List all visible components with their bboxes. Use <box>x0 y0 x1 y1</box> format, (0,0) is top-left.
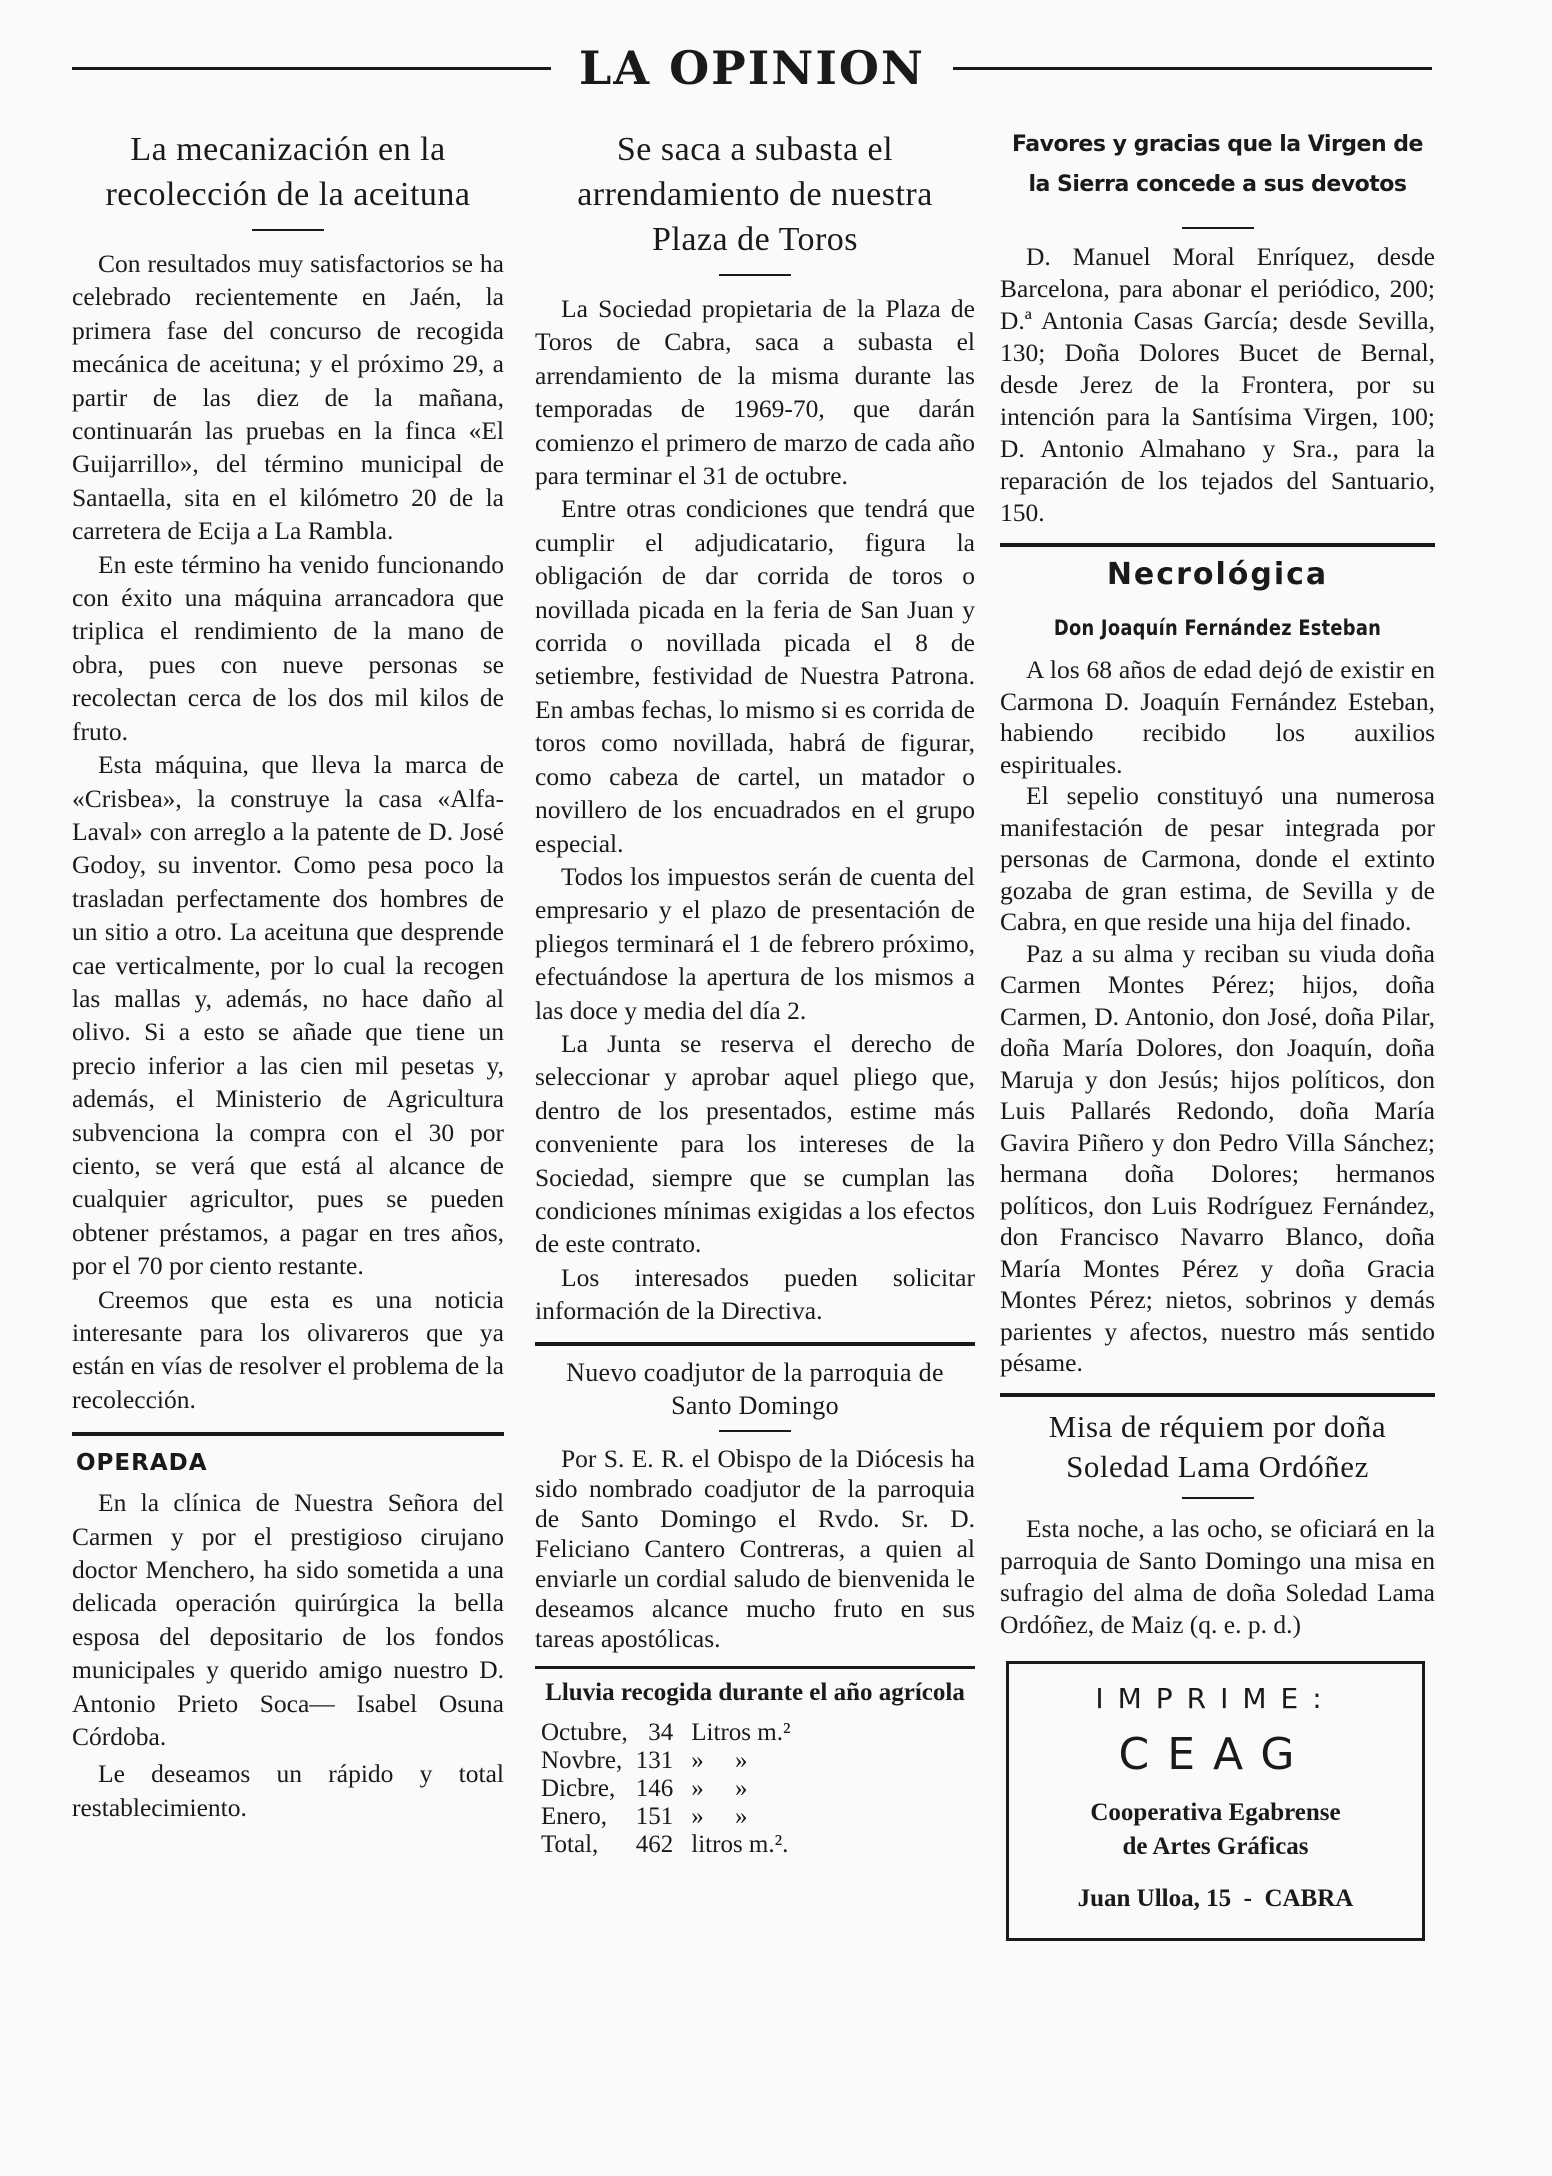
section-rule <box>1000 543 1435 547</box>
rain-month: Novbre, <box>541 1746 623 1774</box>
necrologica-body <box>1000 654 1435 1379</box>
rain-month: Enero, <box>541 1802 607 1830</box>
printer-advertisement <box>1006 1661 1425 1941</box>
table-row <box>541 1775 798 1803</box>
masthead-rule-right <box>953 67 1432 70</box>
ad-line: Cooperativa Egabrense <box>1090 1798 1341 1826</box>
table-row <box>541 1831 798 1859</box>
rain-value: 131 <box>635 1746 674 1774</box>
masthead-rule-left <box>72 67 551 70</box>
divider <box>1182 1497 1254 1499</box>
paragraph: D. Manuel Moral Enríquez, desde Barcelona, para abonar el periódico, 200; D.ª Antonia Casas García; desde Sevilla, 130; Doña Dolores Bucet de Bernal, desde Jerez de la Frontera, por su intención para la Santísima Virgen, 100; D. Antonio Almahano y Sra., para la reparación de los tejados del Santuario, 150. <box>1000 242 1435 527</box>
paragraph: Paz a su alma y reciban su viuda doña Carmen Montes Pérez; hijos, doña Carmen, D. Antonio, don José, doña Pilar, doña María Dolores, don Joaquín, doña Maruja y don Jesús; hijos políticos, don Luis Pallarés Redondo, doña María Gavira Piñero y don Pedro Villa Sánchez; hermana doña Dolores; hermanos políticos, don Luis Rodríguez Fernández, don Francisco Navarro Blanco, doña María Montes Pérez y doña Gracia Montes Pérez; nietos, sobrinos y demás parientes y afectos, nuestro más sentido pésame. <box>1000 938 1435 1377</box>
paragraph: Por S. E. R. el Obispo de la Diócesis ha sido nombrado coadjutor de la parroquia de Santo Domingo el Rvdo. Sr. D. Feliciano Cantero Contreras, a quien al enviarle un cordial saludo de bienvenida le deseamos alcance mucho fruto en sus tareas apostólicas. <box>535 1443 975 1653</box>
rain-month: Total, <box>541 1830 599 1858</box>
necrologica-title: Necrológica <box>1106 557 1329 592</box>
rainfall-table <box>541 1719 798 1859</box>
paragraph: A los 68 años de edad dejó de existir en Carmona D. Joaquín Fernández Esteban, habiendo recibido los auxilios espirituales. <box>1000 655 1435 779</box>
misa-article-title: Misa de réquiem por doña Soledad Lama Ordóñez <box>1048 1408 1387 1484</box>
misa-article-body <box>1000 1513 1435 1641</box>
paragraph: Creemos que esta es una noticia interesante para los olivareros que ya están en vías de resolver el problema de la recolección. <box>72 1284 504 1414</box>
paragraph: En la clínica de Nuestra Señora del Carmen y por el prestigioso cirujano doctor Menchero, ha sido sometida a una delicada operación quirúrgica la bella esposa del depositario de los fondos municipales y querido amigo nuestro D. Antonio Prieto Soca— Isabel Osuna Córdoba. <box>72 1488 504 1752</box>
coadjutor-article-body <box>535 1444 975 1654</box>
favores-article-body <box>1000 241 1435 529</box>
rain-value: 462 <box>635 1830 674 1858</box>
rain-value: 146 <box>635 1774 674 1802</box>
ad-address: Juan Ulloa, 15 - CABRA <box>1077 1884 1354 1912</box>
column-1 <box>72 125 504 1824</box>
bullring-article-title: Se saca a subasta el arrendamiento de nuestra Plaza de Toros <box>577 131 933 258</box>
column-3 <box>1000 125 1435 1941</box>
ad-brand: CEAG <box>1118 1728 1313 1780</box>
favores-title-wrap <box>1000 125 1435 221</box>
rain-unit: litros m.². <box>691 1830 789 1858</box>
bullring-article-body <box>535 292 975 1328</box>
paragraph: En este término ha venido funcionando con éxito una máquina arrancadora que triplica el rendimiento de la mano de obra, pues con nueve personas se recolectan cerca de los dos mil kilos de fruto. <box>72 549 504 746</box>
rain-month: Dicbre, <box>541 1774 616 1802</box>
rain-unit: » » <box>691 1746 748 1774</box>
rain-unit: » » <box>691 1774 748 1802</box>
column-2 <box>535 125 975 1859</box>
coadjutor-article-title: Nuevo coadjutor de la parroquia de Santo Domingo <box>566 1357 944 1420</box>
newspaper-title: LA OPINION <box>579 41 925 95</box>
paragraph: La Sociedad propietaria de la Plaza de Toros de Cabra, saca a subasta el arrendamiento de la misma durante las temporadas de 1969-70, que darán comienzo el primero de marzo de cada año para terminar el 31 de octubre. <box>535 294 975 491</box>
paragraph: El sepelio constituyó una numerosa manifestación de pesar integrada por personas de Carmona, donde el extinto gozaba de gran estima, de Sevilla y de Cabra, en que reside una hija del finado. <box>1000 781 1435 936</box>
favores-article-title: Favores y gracias que la Virgen de la Sierra concede a sus devotos <box>1012 132 1423 197</box>
olive-article-body <box>72 247 504 1416</box>
section-rule <box>72 1432 504 1436</box>
paragraph: Esta máquina, que lleva la marca de «Crisbea», la construye la casa «Alfa-Laval» con arreglo a la patente de D. José Godoy, su inventor. Como pesa poco la trasladan perfectamente dos hombres de un sitio a otro. La aceituna que desprende cae verticalmente, por lo cual la recogen las mallas y, además, no hace daño al olivo. Si a esto se añade que tiene un precio inferior a las cien mil pesetas y, además, el Ministerio de Agricultura subvenciona la compra con el 30 por ciento, se verá que está al alcance de cualquier agricultor, pues se pueden obtener préstamos, a pagar en tres años, por el 70 por ciento restante. <box>72 750 504 1281</box>
rain-value: 151 <box>635 1802 674 1830</box>
divider <box>252 229 324 231</box>
table-row <box>541 1803 798 1831</box>
section-rule <box>535 1342 975 1346</box>
masthead <box>72 38 1432 98</box>
divider <box>719 1430 791 1432</box>
operada-title: OPERADA <box>76 1450 208 1477</box>
olive-article-title: La mecanización en la recolección de la aceituna <box>105 131 471 213</box>
table-row <box>541 1719 798 1747</box>
rainfall-title: Lluvia recogida durante el año agrícola <box>545 1678 965 1706</box>
operada-article-body <box>72 1486 504 1824</box>
paragraph: Le deseamos un rápido y total restablecimiento. <box>72 1759 504 1822</box>
section-rule <box>535 1666 975 1669</box>
paragraph: Con resultados muy satisfactorios se ha celebrado recientemente en Jaén, la primera fase del concurso de recogida mecánica de aceituna; y el próximo 29, a partir de las diez de la mañana, continuarán las pruebas en la finca «El Guijarrillo», del término municipal de Santaella, sita en el kilómetro 20 de la carretera de Ecija a La Rambla. <box>72 249 504 546</box>
paragraph: La Junta se reserva el derecho de seleccionar y aprobar aquel pliego que, dentro de los presentados, estime más conveniente para los intereses de la Sociedad, siempre que se cumplan las condiciones mínimas exigidas a los efectos de este contrato. <box>535 1028 975 1259</box>
rain-value: 34 <box>648 1718 674 1746</box>
ad-imprime: IMPRIME: <box>1095 1681 1336 1715</box>
rain-unit: Litros m.² <box>691 1718 791 1746</box>
rain-month: Octubre, <box>541 1718 628 1746</box>
table-row <box>541 1747 798 1775</box>
paragraph: Los interesados pueden solicitar información de la Directiva. <box>535 1262 975 1326</box>
divider <box>719 274 791 276</box>
paragraph: Esta noche, a las ocho, se oficiará en la parroquia de Santo Domingo una misa en sufragio del alma de doña Soledad Lama Ordóñez, de Maiz (q. e. p. d.) <box>1000 1513 1435 1639</box>
deceased-name: Don Joaquín Fernández Esteban <box>1053 616 1382 640</box>
rain-unit: » » <box>691 1802 748 1830</box>
section-rule <box>1000 1393 1435 1397</box>
divider <box>1182 227 1254 229</box>
paragraph: Todos los impuestos serán de cuenta del empresario y el plazo de presentación de pliegos terminará el 1 de febrero próximo, efectuándose la apertura de los mismos a las doce y media del día 2. <box>535 861 975 1025</box>
ad-line: de Artes Gráficas <box>1122 1832 1309 1860</box>
paragraph: Entre otras condiciones que tendrá que cumplir el adjudicatario, figura la obligación de dar corrida de toros o novillada picada en la feria de San Juan y corrida o novillada picada el 8 de setiembre, festividad de Nuestra Patrona. En ambas fechas, lo mismo si es corrida de toros como novillada, habrá de figurar, como cabeza de cartel, un matador o novillero de los encuadrados en el grupo especial. <box>535 494 975 858</box>
